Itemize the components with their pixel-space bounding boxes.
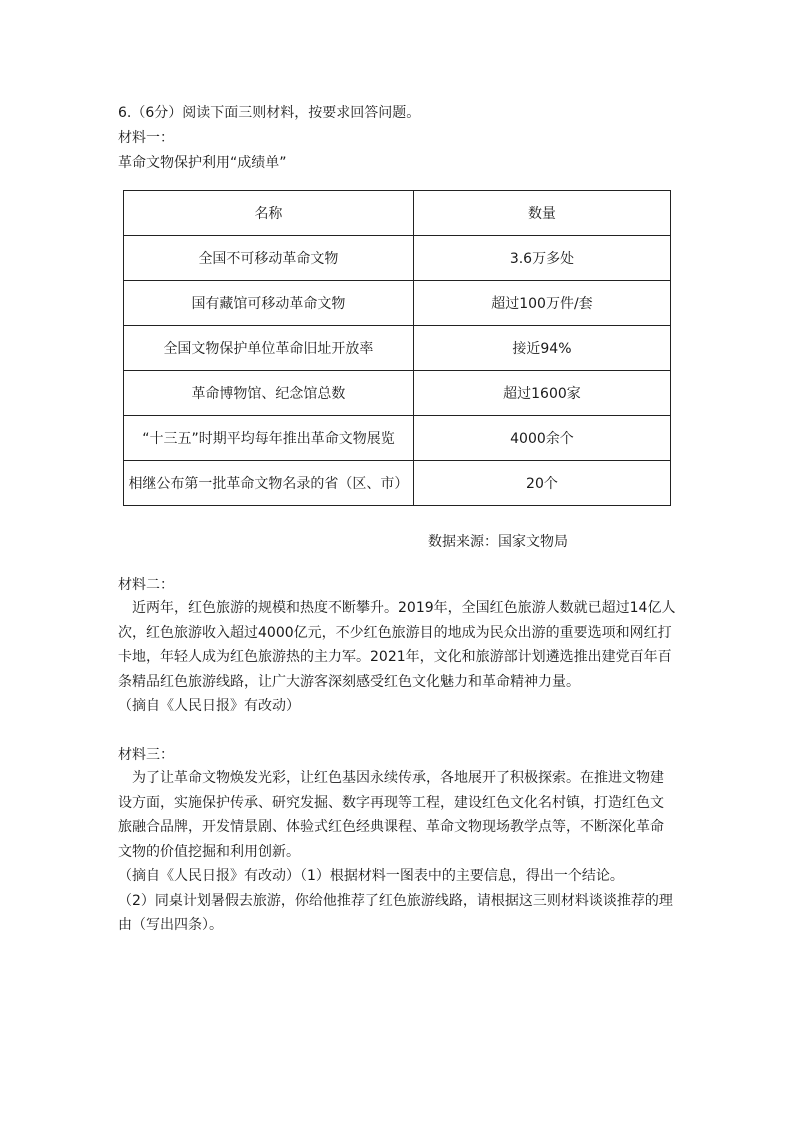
table-row	[124, 326, 671, 371]
row-name: “十三五”时期平均每年推出革命文物展览	[124, 416, 414, 461]
row-name: 革命博物馆、纪念馆总数	[124, 371, 414, 416]
table-row	[124, 416, 671, 461]
material2-section	[118, 596, 676, 719]
material1-label: 材料一：	[118, 130, 174, 146]
table-title: 革命文物保护利用“成绩单”	[118, 155, 287, 171]
table-row	[124, 461, 671, 506]
material3-citation-question1: （摘自《人民日报》有改动）（1）根据材料一图表中的主要信息，得出一个结论。	[118, 868, 624, 884]
row-name: 全国文物保护单位革命旧址开放率	[124, 326, 414, 371]
table-row	[124, 281, 671, 326]
table-header-row	[124, 191, 671, 236]
row-quantity: 超过1600家	[413, 371, 670, 416]
row-name: 国有藏馆可移动革命文物	[124, 281, 414, 326]
material3-label: 材料三：	[118, 747, 174, 763]
row-quantity: 接近94%	[413, 326, 670, 371]
row-quantity: 3.6万多处	[413, 236, 670, 281]
table-row	[124, 371, 671, 416]
question-title: 6.（6分）阅读下面三则材料，按要求回答问题。	[118, 105, 421, 121]
row-quantity: 4000余个	[413, 416, 670, 461]
achievement-table	[123, 190, 671, 506]
material3-section	[118, 766, 676, 938]
material2-citation: （摘自《人民日报》有改动）	[118, 698, 300, 714]
row-quantity: 超过100万件/套	[413, 281, 670, 326]
header-quantity: 数量	[413, 191, 670, 236]
material2-body: 近两年，红色旅游的规模和热度不断攀升。2019年，全国红色旅游人数就已超过14亿人次，红色旅游收入超过4000亿元，不少红色旅游目的地成为民众出游的重要选项和网红打卡地，年轻人成为红色旅游热的主力军。2021年，文化和旅游部计划遴选推出建党百年百条精品红色旅游线路，让广大游客深刻感受红色文化魅力和革命精神力量。	[118, 600, 676, 690]
row-name: 相继公布第一批革命文物名录的省（区、市）	[124, 461, 414, 506]
material2-label: 材料二：	[118, 577, 174, 593]
header-name: 名称	[124, 191, 414, 236]
row-quantity: 20个	[413, 461, 670, 506]
data-source-note: 数据来源：国家文物局	[428, 534, 568, 550]
material3-body: 为了让革命文物焕发光彩，让红色基因永续传承，各地展开了积极探索。在推进文物建设方面，实施保护传承、研究发掘、数字再现等工程，建设红色文化名村镇，打造红色文旅融合品牌，开发情景剧、体验式红色经典课程、革命文物现场教学点等，不断深化革命文物的价值挖掘和利用创新。	[118, 770, 664, 860]
table-row	[124, 236, 671, 281]
row-name: 全国不可移动革命文物	[124, 236, 414, 281]
question2: （2）同桌计划暑假去旅游，你给他推荐了红色旅游线路，请根据这三则材料谈谈推荐的理由（写出四条）。	[118, 892, 673, 933]
